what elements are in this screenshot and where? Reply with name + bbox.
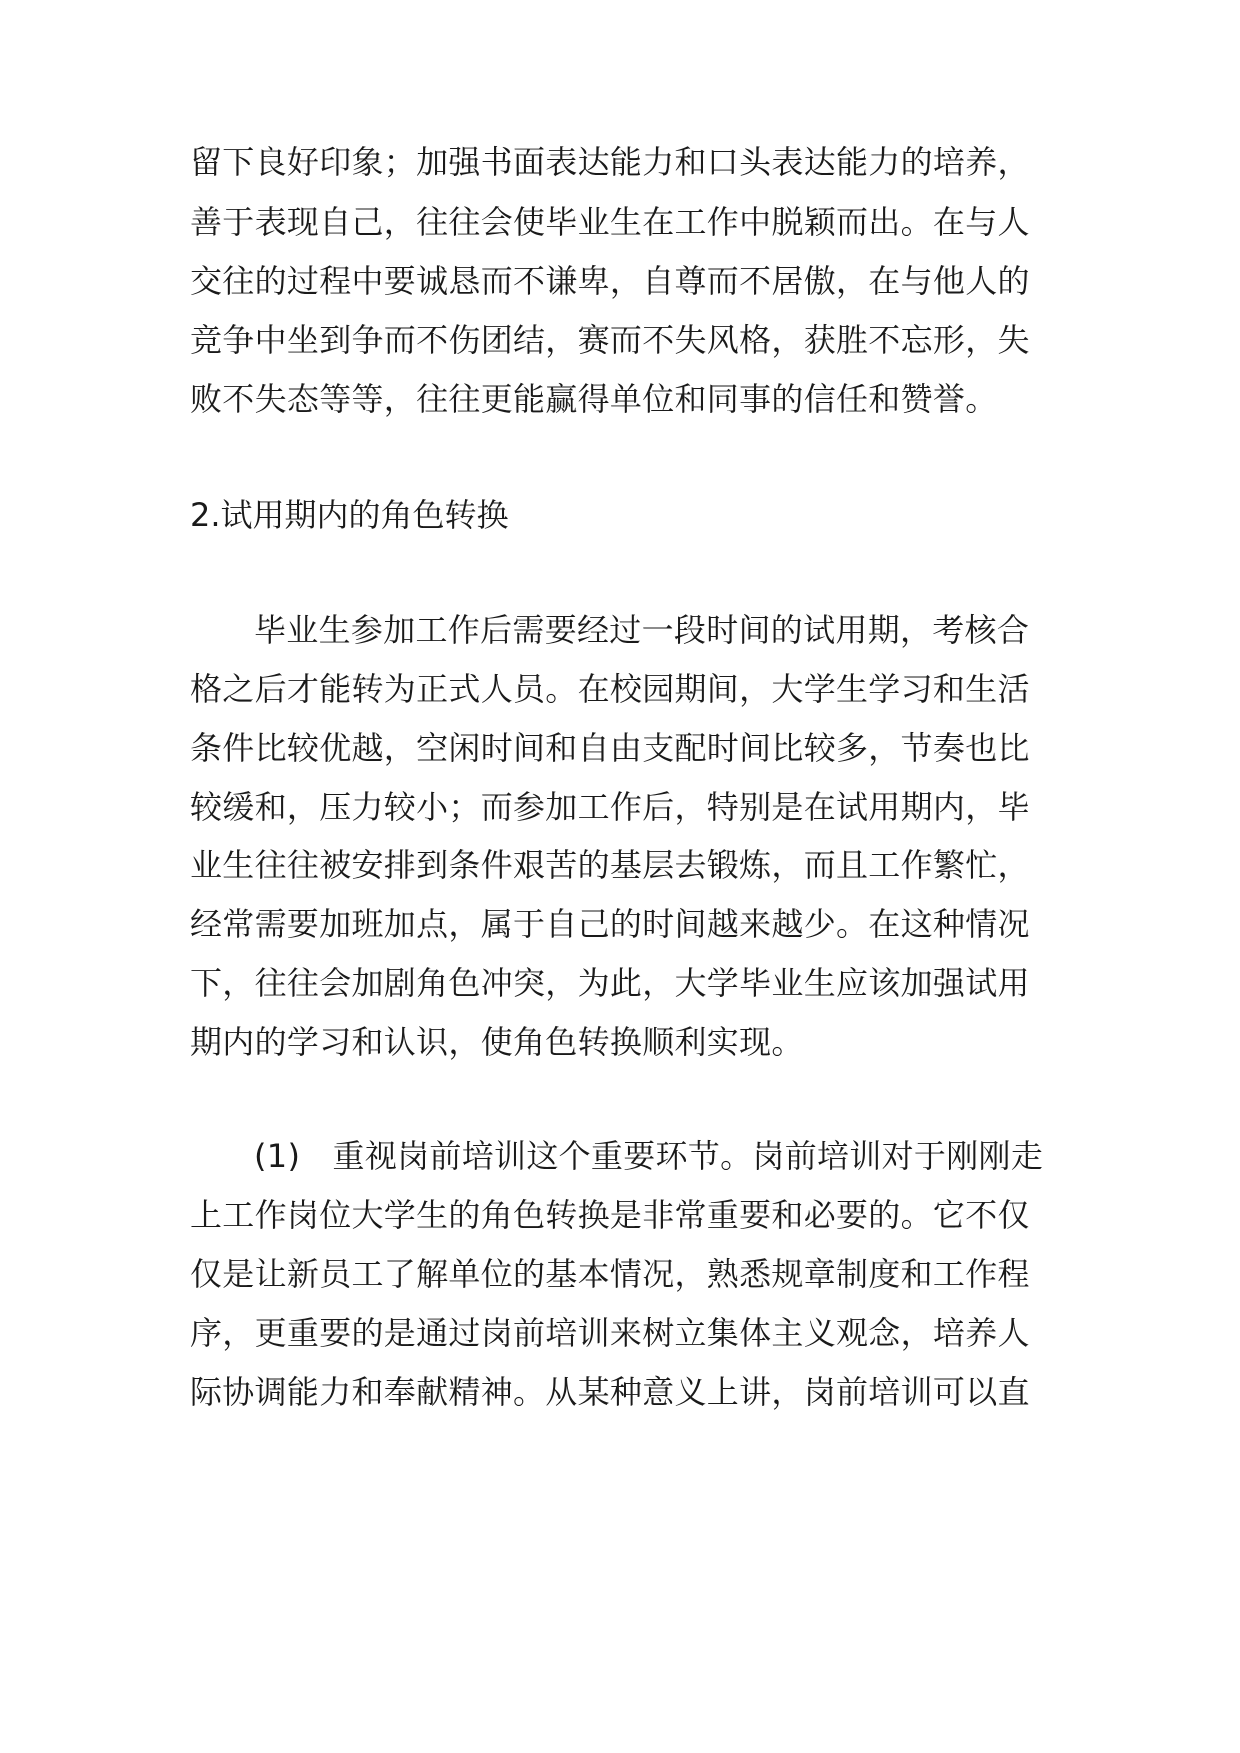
paragraph-line: 上工作岗位大学生的角色转换是非常重要和必要的。它不仅: [190, 1196, 1030, 1234]
paragraph-line: 竞争中坐到争而不伤团结，赛而不失风格，获胜不忘形，失: [190, 321, 1030, 359]
paragraph-line: 期内的学习和认识，使角色转换顺利实现。: [190, 1023, 804, 1061]
paragraph-line: 败不失态等等，往往更能赢得单位和同事的信任和赞誉。: [190, 380, 998, 418]
paragraph-line: 善于表现自己，往往会使毕业生在工作中脱颖而出。在与人: [190, 203, 1030, 241]
paragraph-line: 际协调能力和奉献精神。从某种意义上讲，岗前培训可以直: [190, 1373, 1030, 1411]
paragraph-line: 业生往往被安排到条件艰苦的基层去锻炼，而且工作繁忙，: [190, 846, 1030, 884]
paragraph-line: 下，往往会加剧角色冲突，为此，大学毕业生应该加强试用: [190, 964, 1030, 1002]
paragraph-line: 仅是让新员工了解单位的基本情况，熟悉规章制度和工作程: [190, 1255, 1030, 1293]
paragraph-line: 格之后才能转为正式人员。在校园期间，大学生学习和生活: [190, 670, 1030, 708]
paragraph-line: (1) 重视岗前培训这个重要环节。岗前培训对于刚刚走: [254, 1137, 1044, 1175]
paragraph-line: 较缓和，压力较小；而参加工作后，特别是在试用期内，毕: [190, 788, 1030, 826]
paragraph-line: 留下良好印象；加强书面表达能力和口头表达能力的培养，: [190, 143, 1030, 181]
section-heading: 2.试用期内的角色转换: [190, 496, 509, 534]
paragraph-line: 毕业生参加工作后需要经过一段时间的试用期，考核合: [254, 611, 1030, 649]
paragraph-line: 序，更重要的是通过岗前培训来树立集体主义观念，培养人: [190, 1314, 1030, 1352]
paragraph-line: 交往的过程中要诚恳而不谦卑，自尊而不居傲，在与他人的: [190, 262, 1030, 300]
paragraph-line: 经常需要加班加点，属于自己的时间越来越少。在这种情况: [190, 905, 1030, 943]
paragraph-line: 条件比较优越，空闲时间和自由支配时间比较多，节奏也比: [190, 729, 1030, 767]
